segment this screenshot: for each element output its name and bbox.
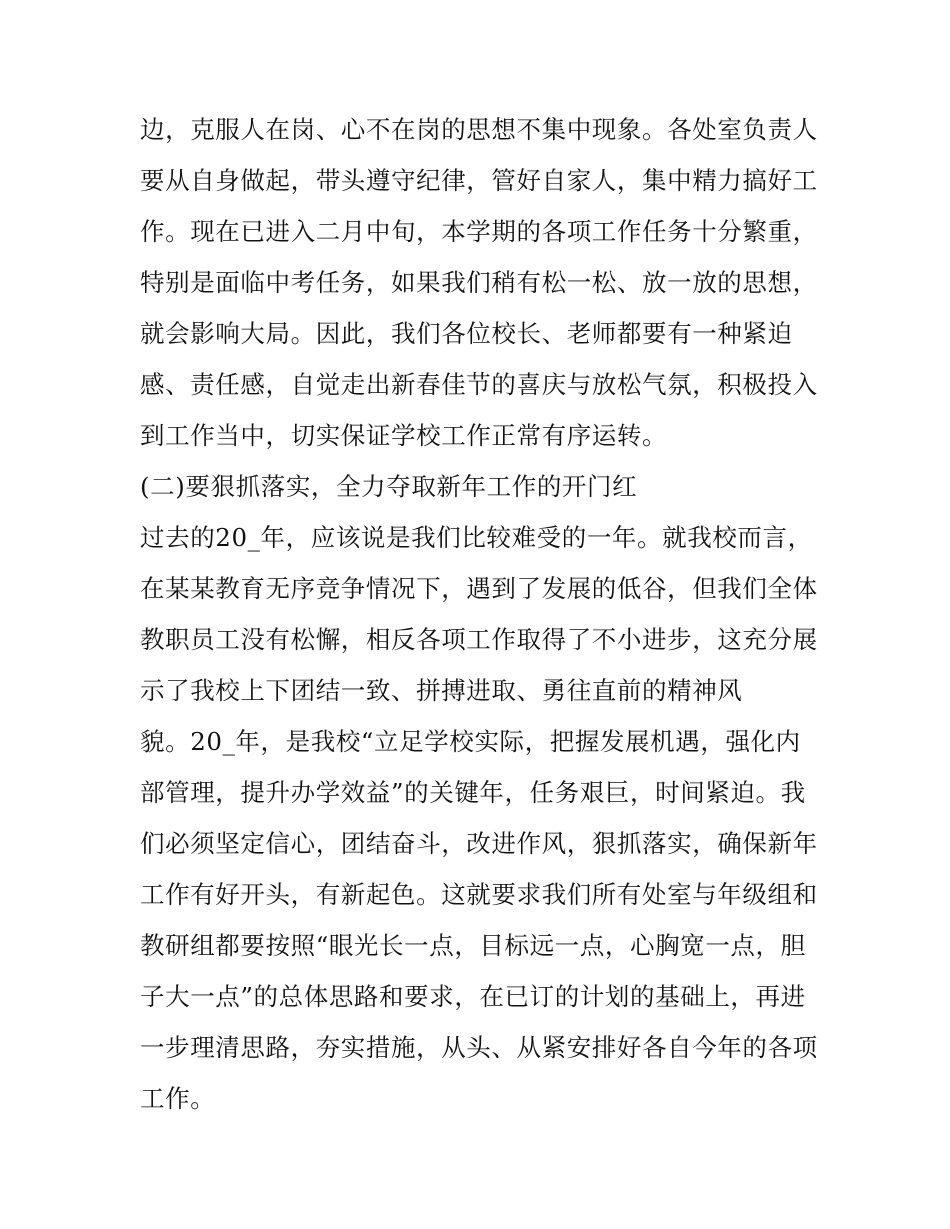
text-line: 感、责任感，自觉走出新春佳节的喜庆与放松气氛，积极投入 xyxy=(140,370,818,399)
text-line: 过去的20_年，应该说是我们比较难受的一年。就我校而言， xyxy=(140,523,813,552)
text-line: 工作。 xyxy=(140,1084,216,1113)
text-line: 教研组都要按照“眼光长一点，目标远一点，心胸宽一点，胆 xyxy=(140,931,806,960)
text-line: 一步理清思路，夯实措施，从头、从紧安排好各自今年的各项 xyxy=(140,1033,818,1062)
text-line: 子大一点”的总体思路和要求，在已订的计划的基础上，再进 xyxy=(140,982,806,1011)
text-line: 部管理，提升办学效益”的关键年，任务艰巨，时间紧迫。我 xyxy=(140,778,806,807)
text-line: 教职员工没有松懈，相反各项工作取得了不小进步，这充分展 xyxy=(140,625,818,654)
text-line: 工作有好开头，有新起色。这就要求我们所有处室与年级组和 xyxy=(140,880,818,909)
text-line: 在某某教育无序竞争情况下，遇到了发展的低谷，但我们全体 xyxy=(140,574,818,603)
text-line: 作。现在已进入二月中旬，本学期的各项工作任务十分繁重， xyxy=(140,217,818,246)
text-line: 就会影响大局。因此，我们各位校长、老师都要有一种紧迫 xyxy=(140,319,793,348)
text-line: 貌。20_年，是我校“立足学校实际，把握发展机遇，强化内 xyxy=(140,727,801,756)
text-line: 特别是面临中考任务，如果我们稍有松一松、放一放的思想， xyxy=(140,268,818,297)
text-line: 示了我校上下团结一致、拼搏进取、勇往直前的精神风 xyxy=(140,676,743,705)
text-line: 们必须坚定信心，团结奋斗，改进作风，狠抓落实，确保新年 xyxy=(140,829,818,858)
text-line: 要从自身做起，带头遵守纪律，管好自家人，集中精力搞好工 xyxy=(140,166,818,195)
text-line: 边，克服人在岗、心不在岗的思想不集中现象。各处室负责人 xyxy=(140,115,818,144)
text-line: 到工作当中，切实保证学校工作正常有序运转。 xyxy=(140,421,668,450)
body-text xyxy=(140,104,820,1124)
section-heading: (二)要狠抓落实，全力夺取新年工作的开门红 xyxy=(140,472,638,501)
